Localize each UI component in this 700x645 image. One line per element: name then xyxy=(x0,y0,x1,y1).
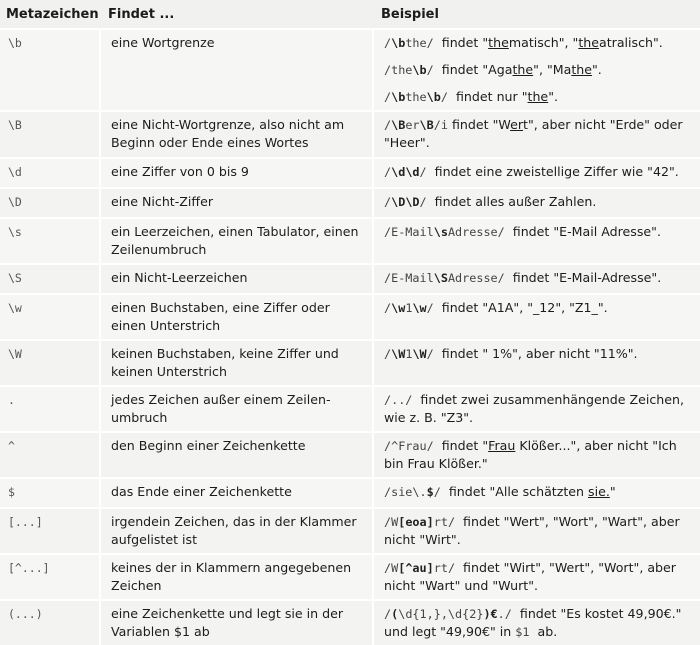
metachar-cell: \D xyxy=(0,188,100,218)
example-line xyxy=(384,269,694,287)
regex-code: /W xyxy=(384,515,399,529)
example-line xyxy=(384,88,694,106)
example-line xyxy=(384,34,694,52)
regex-metachar-highlight: \d\d xyxy=(391,165,420,179)
header-beispiel: Beispiel xyxy=(373,0,700,29)
metachar-cell: \S xyxy=(0,264,100,294)
regex-code: / xyxy=(384,607,392,621)
example-line xyxy=(384,61,694,79)
example-text: ab. xyxy=(529,624,558,639)
metachar-cell: [...] xyxy=(0,508,100,554)
match-highlight: Frau xyxy=(488,438,516,453)
table-row xyxy=(0,264,700,294)
header-findet: Findet ... xyxy=(100,0,373,29)
regex-code: ./ xyxy=(497,607,512,621)
regex-code: /^Frau/ xyxy=(384,439,434,453)
example-text: findet zwei zusammenhängende Zeichen, wie z. B. "Z3". xyxy=(384,392,689,425)
regex-code: Adresse/ xyxy=(447,271,505,285)
regex-code: / xyxy=(384,347,392,361)
regex-metachar-highlight: $ xyxy=(426,485,434,499)
example-cell xyxy=(373,158,700,188)
header-row xyxy=(0,0,700,29)
metachar-cell: . xyxy=(0,386,100,432)
regex-code: the xyxy=(405,90,427,104)
regex-code: /E-Mail xyxy=(384,225,434,239)
regex-metachar-highlight: )€ xyxy=(483,607,498,621)
regex-code: / xyxy=(426,301,434,315)
regex-metachar-highlight: \w xyxy=(391,301,406,315)
match-highlight: the xyxy=(527,89,549,104)
metachar-cell: \W xyxy=(0,340,100,386)
regex-code: / xyxy=(384,36,392,50)
description-cell: das Ende einer Zeichenkette xyxy=(100,478,373,508)
regex-code: /the xyxy=(384,63,413,77)
regex-code: / xyxy=(384,165,392,179)
description-cell: eine Zeichenkette und legt sie in der Variablen $1 ab xyxy=(100,600,373,645)
example-line xyxy=(384,223,694,241)
description-cell: keinen Buchstaben, keine Ziffer und keinen Unterstrich xyxy=(100,340,373,386)
regex-code: /../ xyxy=(384,393,413,407)
regex-code: 1 xyxy=(405,301,413,315)
regex-code: the/ xyxy=(405,36,434,50)
example-text: findet "A1A", "_12", "Z1_". xyxy=(433,300,608,315)
example-text: findet "Alle schätzten xyxy=(440,484,589,499)
example-cell xyxy=(373,478,700,508)
table-row xyxy=(0,111,700,158)
regex-metachar-highlight: \b xyxy=(426,90,441,104)
example-cell xyxy=(373,294,700,340)
description-cell: irgendein Zeichen, das in der Klammer aufgelistet ist xyxy=(100,508,373,554)
regex-metachar-highlight: [eoa] xyxy=(398,515,434,529)
regex-code: $1 xyxy=(515,625,530,639)
example-cell xyxy=(373,554,700,600)
example-cell xyxy=(373,29,700,111)
table-row xyxy=(0,340,700,386)
example-text: findet eine zweistellige Ziffer wie "42". xyxy=(426,164,679,179)
description-cell: eine Nicht-Wortgrenze, also nicht am Beginn oder Ende eines Wortes xyxy=(100,111,373,158)
header-metazeichen: Metazeichen xyxy=(0,0,100,29)
metachar-cell: \d xyxy=(0,158,100,188)
example-text: findet "Es kostet 49,90€." und legt "49,90€" in xyxy=(384,606,686,639)
regex-code: /W xyxy=(384,561,399,575)
description-cell: ein Leerzeichen, einen Tabulator, einen Zeilenumbruch xyxy=(100,218,373,264)
example-cell xyxy=(373,111,700,158)
regex-code: / xyxy=(419,195,427,209)
regex-code: / xyxy=(384,90,392,104)
example-line xyxy=(384,299,694,317)
table-row xyxy=(0,218,700,264)
example-text: findet "W xyxy=(447,117,511,132)
metachar-cell: $ xyxy=(0,478,100,508)
example-text: findet "E-Mail-Adresse". xyxy=(504,270,662,285)
regex-code: /E-Mail xyxy=(384,271,434,285)
example-text: ". xyxy=(592,62,602,77)
example-line xyxy=(384,163,694,181)
regex-metachar-highlight: \W xyxy=(391,347,406,361)
match-highlight: the xyxy=(578,35,599,50)
match-highlight: er xyxy=(510,117,524,132)
regex-metachar-highlight: \w xyxy=(412,301,427,315)
metachar-cell: ^ xyxy=(0,432,100,478)
example-text: findet " 1%", aber nicht "11%". xyxy=(433,346,638,361)
regex-code: / xyxy=(419,165,427,179)
metachar-cell: (...) xyxy=(0,600,100,645)
regex-code: rt/ xyxy=(433,561,456,575)
example-line xyxy=(384,513,694,549)
example-text: findet " xyxy=(433,35,489,50)
example-text: findet "E-Mail Adresse". xyxy=(504,224,661,239)
table-row xyxy=(0,432,700,478)
description-cell: den Beginn einer Zeichenkette xyxy=(100,432,373,478)
table-row xyxy=(0,294,700,340)
example-text: atralisch". xyxy=(598,35,663,50)
match-highlight: the xyxy=(512,62,534,77)
example-line xyxy=(384,437,694,473)
metachar-cell: \b xyxy=(0,29,100,111)
metachar-cell: [^...] xyxy=(0,554,100,600)
example-text: ". xyxy=(548,89,558,104)
match-highlight: the xyxy=(488,35,509,50)
regex-metachar-highlight: \D\D xyxy=(391,195,420,209)
example-text: Klößer...", aber nicht "Ich bin Frau Klößer." xyxy=(384,438,681,471)
table-row xyxy=(0,188,700,218)
regex-code: / xyxy=(433,485,441,499)
example-cell xyxy=(373,432,700,478)
example-line xyxy=(384,345,694,363)
description-cell: ein Nicht-Leerzeichen xyxy=(100,264,373,294)
example-cell xyxy=(373,508,700,554)
table-row xyxy=(0,386,700,432)
regex-code: er xyxy=(405,118,420,132)
example-line xyxy=(384,116,694,152)
regex-metachar-highlight: [^au] xyxy=(398,561,434,575)
regex-metachar-highlight: \b xyxy=(391,36,406,50)
regex-metachar-highlight: \b xyxy=(412,63,427,77)
example-cell xyxy=(373,340,700,386)
example-text: findet alles außer Zahlen. xyxy=(426,194,597,209)
regex-code: Adresse/ xyxy=(447,225,505,239)
example-line xyxy=(384,605,694,641)
regex-code: \d{1,},\d{2} xyxy=(398,607,484,621)
example-line xyxy=(384,391,694,427)
example-text: findet "Wert", "Wort", "Wart", aber nicht "Wirt". xyxy=(384,514,684,547)
example-line xyxy=(384,193,694,211)
description-cell: einen Buchstaben, eine Ziffer oder einen Unterstrich xyxy=(100,294,373,340)
example-text: t", aber nicht "Erde" oder "Heer". xyxy=(384,117,687,150)
table-row xyxy=(0,554,700,600)
example-cell xyxy=(373,386,700,432)
regex-metachar-highlight: \W xyxy=(412,347,427,361)
regex-metachar-highlight: \b xyxy=(391,90,406,104)
regex-code: / xyxy=(440,90,448,104)
example-cell xyxy=(373,600,700,645)
regex-metachar-highlight: \s xyxy=(433,225,448,239)
table-row xyxy=(0,600,700,645)
table-row xyxy=(0,158,700,188)
table-row xyxy=(0,508,700,554)
metachar-cell: \w xyxy=(0,294,100,340)
description-cell: eine Nicht-Ziffer xyxy=(100,188,373,218)
metachar-cell: \s xyxy=(0,218,100,264)
example-text: matisch", " xyxy=(508,35,579,50)
regex-metachar-highlight: ( xyxy=(391,607,399,621)
example-line xyxy=(384,559,694,595)
regex-metachar-highlight: \B xyxy=(391,118,406,132)
match-highlight: sie. xyxy=(588,484,610,499)
table-row xyxy=(0,29,700,111)
example-cell xyxy=(373,188,700,218)
metachar-cell: \B xyxy=(0,111,100,158)
regex-metachar-highlight: \B xyxy=(419,118,434,132)
example-cell xyxy=(373,264,700,294)
example-text: findet " xyxy=(433,438,489,453)
regex-code: rt/ xyxy=(433,515,456,529)
regex-code: 1 xyxy=(405,347,413,361)
description-cell: keines der in Klammern angegebenen Zeichen xyxy=(100,554,373,600)
regex-code: /i xyxy=(433,118,448,132)
description-cell: jedes Zeichen außer einem Zeilen-umbruch xyxy=(100,386,373,432)
example-cell xyxy=(373,218,700,264)
example-text: ", "Ma xyxy=(533,62,572,77)
description-cell: eine Wortgrenze xyxy=(100,29,373,111)
example-text: " xyxy=(609,484,616,499)
regex-code: / xyxy=(426,347,434,361)
example-text: findet "Aga xyxy=(433,62,513,77)
example-line xyxy=(384,483,694,501)
regex-metachar-highlight: \S xyxy=(433,271,448,285)
match-highlight: the xyxy=(571,62,593,77)
example-text: findet "Wirt", "Wert", "Wort", aber nicht "Wart" und "Wurt". xyxy=(384,560,680,593)
table-row xyxy=(0,478,700,508)
example-text: findet nur " xyxy=(447,89,528,104)
regex-code: / xyxy=(426,63,434,77)
description-cell: eine Ziffer von 0 bis 9 xyxy=(100,158,373,188)
regex-code: / xyxy=(384,118,392,132)
regex-code: / xyxy=(384,195,392,209)
regex-code: / xyxy=(384,301,392,315)
regex-code: /sie\. xyxy=(384,485,427,499)
